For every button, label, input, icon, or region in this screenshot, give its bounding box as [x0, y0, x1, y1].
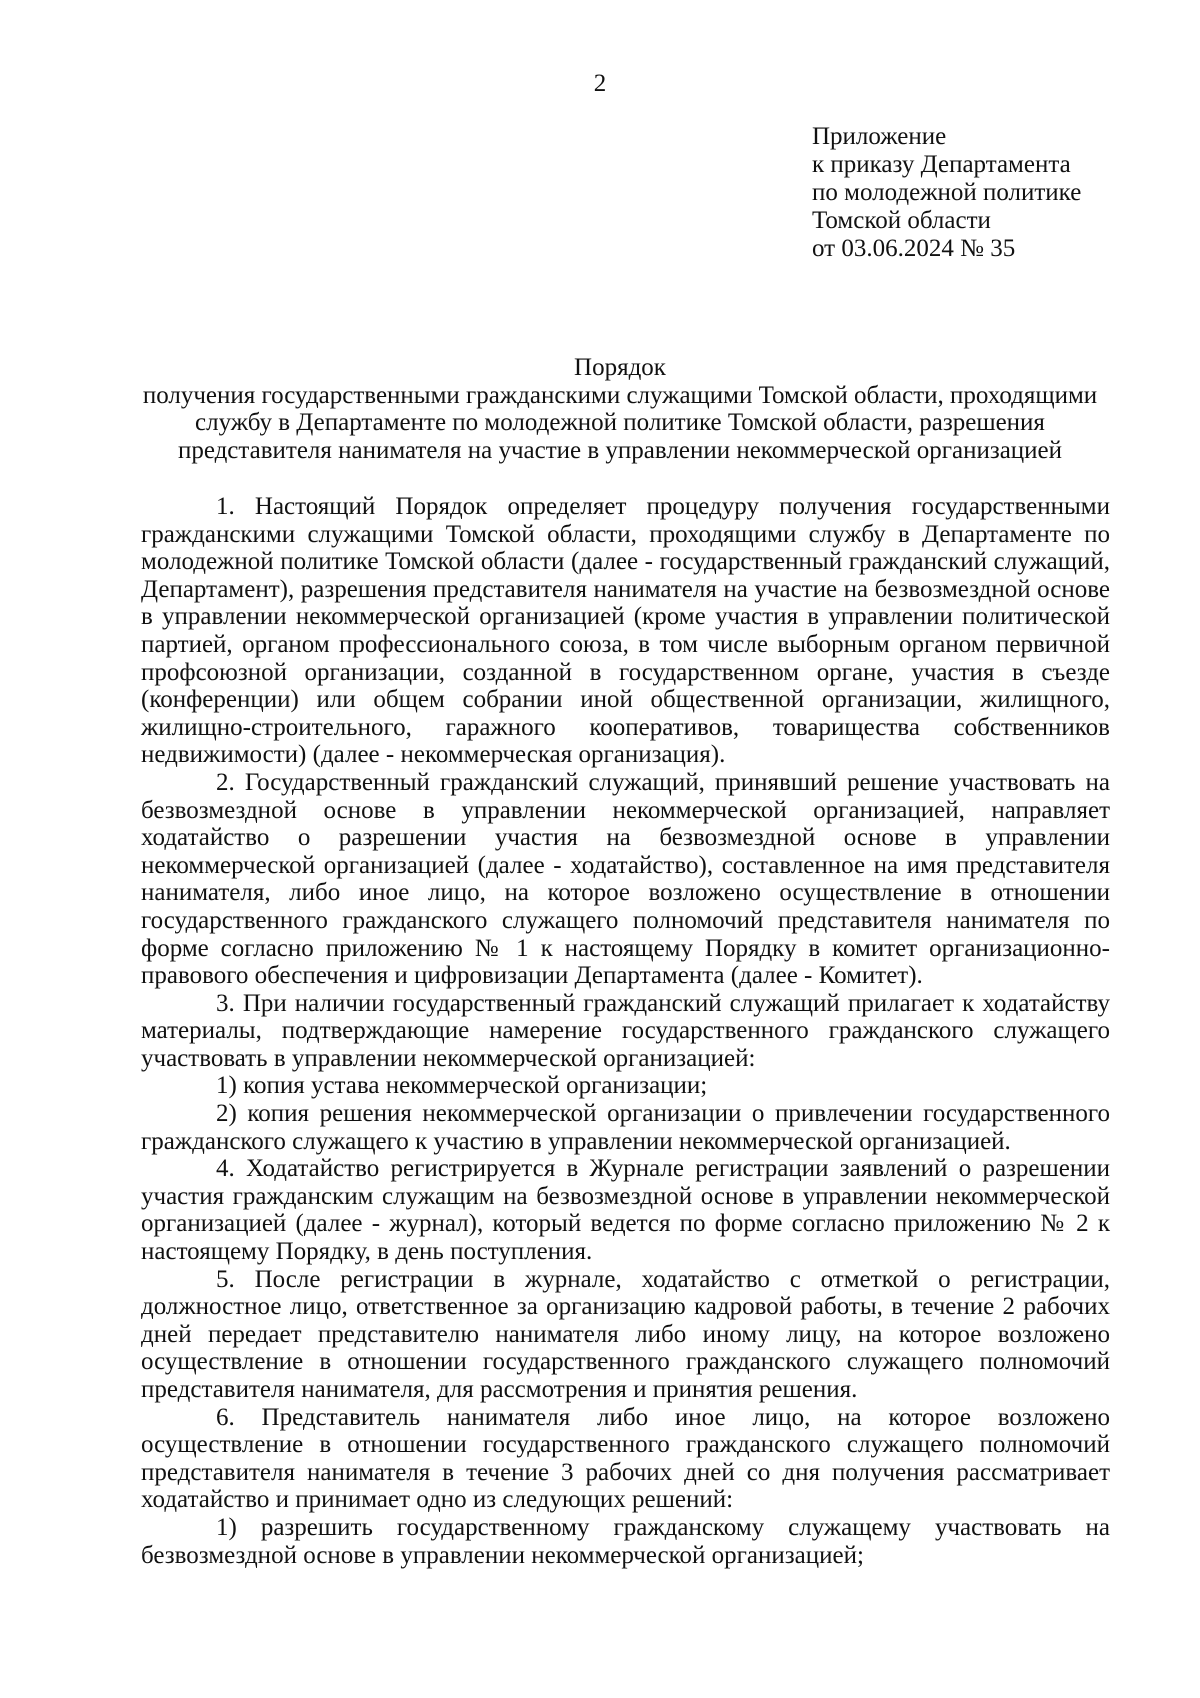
appendix-line: Приложение	[812, 123, 947, 150]
title-subtitle-line: представителя нанимателя на участие в управлении некоммерческой организацией	[177, 436, 1063, 464]
title-subtitle-line: получения государственными гражданскими служащими Томской области, проходящими	[142, 381, 1098, 409]
list-item-3-2: 2) копия решения некоммерческой организации о привлечении государственного гражданского служащего к участию в управлении некоммерческой организацией.	[141, 1100, 1110, 1155]
appendix-line: от 03.06.2024 № 35	[812, 235, 1016, 262]
document-title	[140, 354, 1100, 464]
page-number: 2	[593, 70, 607, 97]
paragraph-3: 3. При наличии государственный гражданский служащий прилагает к ходатайству материалы, подтверждающие намерение государственного гражданского служащего участвовать в управлении некоммерческой организацией:	[141, 989, 1110, 1072]
paragraph-6: 6. Представитель нанимателя либо иное лицо, на которое возложено осуществление в отношении государственного гражданского служащего полномочий представителя нанимателя в течение 3 рабочих дней со дня получения рассматривает ходатайство и принимает одно из следующих решений:	[141, 1403, 1110, 1514]
title-subtitle-line: службу в Департаменте по молодежной политике Томской области, разрешения	[195, 409, 1045, 436]
document-body	[141, 493, 1110, 1569]
paragraph-5: 5. После регистрации в журнале, ходатайство с отметкой о регистрации, должностное лицо, ответственное за организацию кадровой работы, в течение 2 рабочих дней передает представителю нанимателя либо иному лицу, на которое возложено осуществление в отношении государственного гражданского служащего полномочий представителя нанимателя, для рассмотрения и принятия решения.	[141, 1265, 1110, 1403]
appendix-line: к приказу Департамента	[812, 151, 1071, 178]
paragraph-1: 1. Настоящий Порядок определяет процедуру получения государственными гражданскими служащими Томской области, проходящими службу в Департаменте по молодежной политике Томской области (далее - государственный гражданский служащий, Департамент), разрешения представителя нанимателя на участие на безвозмездной основе в управлении некоммерческой организацией (кроме участия в управлении политической партией, органом профессионального союза, в том числе выборным органом первичной профсоюзной организации, созданной в государственном органе, участия в съезде (конференции) или общем собрании иной общественной организации, жилищного, жилищно-строительного, гаражного кооперативов, товарищества собственников недвижимости) (далее - некоммерческая организация).	[141, 493, 1110, 769]
appendix-line: по молодежной политике	[812, 179, 1082, 206]
paragraph-4: 4. Ходатайство регистрируется в Журнале регистрации заявлений о разрешении участия гражданским служащим на безвозмездной основе в управлении некоммерческой организацией (далее - журнал), который ведется по форме согласно приложению № 2 к настоящему Порядку, в день поступления.	[141, 1155, 1110, 1266]
list-item-3-1: 1) копия устава некоммерческой организации;	[216, 1072, 708, 1100]
title-heading: Порядок	[574, 354, 666, 381]
paragraph-2: 2. Государственный гражданский служащий, принявший решение участвовать на безвозмездной основе в управлении некоммерческой организацией, направляет ходатайство о разрешении участия на безвозмездной основе в управлении некоммерческой организацией (далее - ходатайство), составленное на имя представителя нанимателя, либо иное лицо, на которое возложено осуществление в отношении государственного гражданского служащего полномочий представителя нанимателя по форме согласно приложению № 1 к настоящему Порядку в комитет организационно-правового обеспечения и цифровизации Департамента (далее - Комитет).	[141, 768, 1110, 990]
appendix-block	[812, 123, 1081, 263]
appendix-line: Томской области	[812, 207, 991, 234]
list-item-6-1: 1) разрешить государственному гражданскому служащему участвовать на безвозмездной основе в управлении некоммерческой организацией;	[141, 1513, 1110, 1569]
